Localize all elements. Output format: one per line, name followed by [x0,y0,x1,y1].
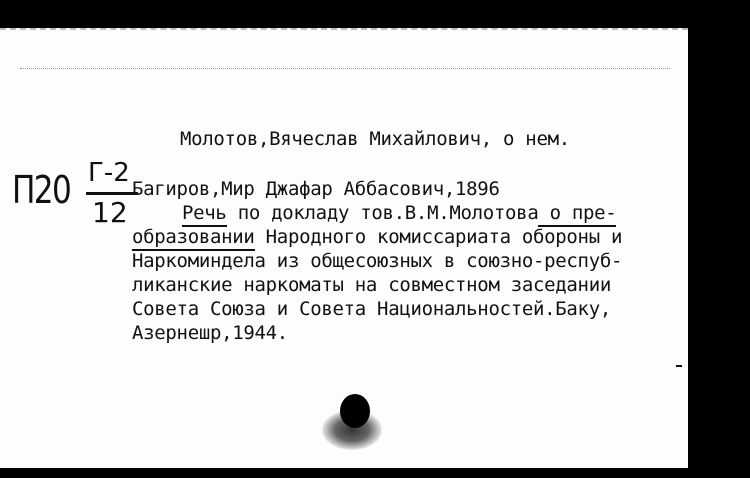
body-line-3: Наркоминдела из общесоюзных в союзно-респуб- [132,250,623,272]
card-hole [340,394,370,428]
edge-mark [676,365,682,367]
catalog-card [0,28,688,468]
body-line-4: ликанские наркоматы на совместном заседании [132,274,611,296]
punch-hole [320,388,384,454]
shelfmark-fraction-top: Г-2 [88,158,130,188]
author-line: Багиров,Мир Джафар Аббасович,1896 [132,178,500,200]
body-line-5: Совета Союза и Совета Национальностей.Баку, [132,298,611,320]
body-line-1-text: по докладу тов.В.М.Молотова [226,202,539,224]
subject-heading: Молотов,Вячеслав Михайлович, о нем. [180,128,570,150]
title-word-speech: Речь [182,202,227,227]
title-fragment: о пре- [538,202,616,227]
title-word-transformation: образовании [132,226,255,251]
body-line-6: Азернешр,1944. [132,322,288,344]
shelfmark-fraction-bottom: 12 [92,196,128,229]
shelfmark-fraction-rule [86,192,138,195]
body-line-2 [132,226,622,248]
body-line-2-text: Народного комиссариата обороны и [254,226,623,248]
card-top-rule [20,68,670,69]
body-line-1 [182,202,616,224]
shelfmark-main: П20 [12,168,71,212]
